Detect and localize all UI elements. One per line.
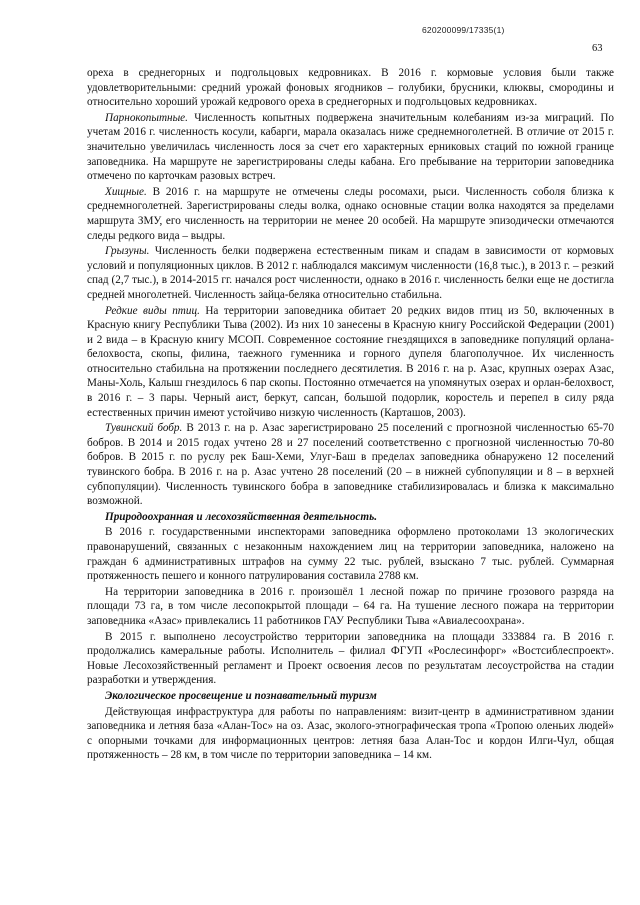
paragraph-text: ореха в среднегорных и подгольцовых кедровниках. В 2016 г. кормовые условия были также удовлетворительными: средний урожай фоновых ягодников – голубики, брусники, клюквы, смородины и относительно хороший урожай кедрового ореха в среднегорных и подгольцовых кедровниках.	[87, 67, 614, 109]
document-code: 620200099/17335(1)	[422, 25, 505, 35]
body-paragraph	[87, 304, 614, 421]
page-number: 63	[592, 43, 603, 54]
body-paragraph: В 2016 г. государственными инспекторами заповедника оформлено протоколами 13 экологических правонарушений, связанных с незаконным нахождением лиц на территории заповедника, наложено на граждан 6 административных штрафов на сумму 22 тыс. рублей, взыскано 7 тыс. рублей. Суммарная протяженность пешего и конного патрулирования составила 2788 км.	[87, 526, 614, 583]
body-paragraph: На территории заповедника в 2016 г. произошёл 1 лесной пожар по причине грозового разряда на площади 73 га, в том числе лесопокрытой площади – 64 га. На тушение лесного пожара на территории заповедника «Азас» привлекались 11 работников ГАУ Республики Тыва «Авиалесоохрана».	[87, 585, 614, 627]
paragraph-text: В 2013 г. на р. Азас зарегистрировано 25 поселений с прогнозной численностью 65-70 бобров. В 2014 и 2015 годах учтено 28 и 27 поселений соответственно с прогнозной численностью 70-80 бобров. В 2015 г. по руслу рек Баш-Хеми, Улуг-Баш в пределах заповедника обнаружено 12 поселений тувинского бобра. В 2016 г. на р. Азас учтено 28 поселений (20 – в нижней субпопуляции и 8 – в верхней субпопуляции). Численность тувинского бобра в заповеднике стабилизировалась и близка к максимально возможной.	[87, 422, 614, 508]
section-heading-ecology: Экологическое просвещение и познавательный туризм	[105, 689, 377, 702]
body-paragraph	[87, 111, 614, 184]
body-paragraph	[87, 185, 614, 243]
paragraph-text: На территории заповедника обитает 20 редких видов птиц из 50, включенных в Красную книгу Республики Тыва (2002). Из них 10 занесены в Красную книгу Российской Федерации (2001) и 2 вида – в Красную книгу МСОП. Современное состояние гнездящихся в заповеднике популяций орлана-белохвоста, скопы, филина, таежного гуменника и горного дупеля благополучное. Их численность относительно стабильна на протяжении последнего десятилетия. В 2016 г. на р. Азас, крупных озерах Азас, Маны-Холь, Калыш гнездилось 6 пар скопы. Постоянно отмечается на упомянутых озерах и орлан-белохвост, в 2016 г. – 3 пары. Черный аист, беркут, сапсан, большой подорлик, коростель и перепел в силу ряда естественных причин имеют устойчиво низкую численность (Карташов, 2003).	[87, 304, 614, 419]
body-paragraph	[87, 421, 614, 509]
section-heading-nature: Природоохранная и лесохозяйственная деятельность.	[105, 510, 377, 523]
paragraph-lead: Парнокопытные.	[105, 111, 188, 124]
body-paragraph	[87, 66, 614, 110]
paragraph-text: Численность белки подвержена естественным пикам и спадам в зависимости от кормовых условий и популяционных циклов. В 2012 г. наблюдался максимум численности (16,8 тыс.), в 2013 г. – резкий спад (2,7 тыс.), в 2014-2015 гг. начался рост численности, однако в 2016 г. численность белки еще не достигла средней многолетней. Численность зайца-беляка относительно стабильна.	[87, 245, 614, 301]
paragraph-text: Численность копытных подвержена значительным колебаниям из-за миграций. По учетам 2016 г. численность косули, кабарги, марала оказалась ниже среднемноголетней. В отличие от 2015 г. значительно увеличилась численность лося за счет его характерных ерниковых стаций по южной границе заповедника. На маршруте не зарегистрированы следы кабана. Его пребывание на территории заповедника отмечено по карточкам разовых встреч.	[87, 111, 614, 183]
body-paragraph: В 2015 г. выполнено лесоустройство территории заповедника на площади 333884 га. В 2016 г. продолжались камеральные работы. Исполнитель – филиал ФГУП «Рослесинфорг» «Востсиблеспроект». Новые Лесохозяйственный регламент и Проект освоения лесов по результатам лесоустройства на стадии разработки и утверждения.	[87, 630, 614, 687]
paragraph-lead: Хищные.	[105, 185, 147, 198]
body-paragraph	[87, 244, 614, 302]
paragraph-text: В 2016 г. на маршруте не отмечены следы росомахи, рыси. Численность соболя близка к среднемноголетней. Зарегистрированы следы волка, однако основные стации волка находятся за пределами маршрута ЗМУ, его численность на территории не менее 20 особей. На маршруте эпизодически отмечаются следы редкого вида – выдры.	[87, 185, 614, 242]
page-body	[87, 66, 614, 764]
body-paragraph: Действующая инфраструктура для работы по направлениям: визит-центр в административном здании заповедника и летняя база «Алан-Тос» на оз. Азас, эколого-этнографическая тропа «Тропою оленьих людей» с опорными точками для информационных центров: летняя база Алан-Тос и кордон Илги-Чул, общая протяженность – 28 км, в том числе по территории заповедника – 14 км.	[87, 705, 614, 762]
paragraph-lead: Редкие виды птиц.	[105, 304, 200, 317]
paragraph-lead: Грызуны.	[105, 245, 150, 258]
paragraph-lead: Тувинский бобр.	[105, 422, 183, 435]
